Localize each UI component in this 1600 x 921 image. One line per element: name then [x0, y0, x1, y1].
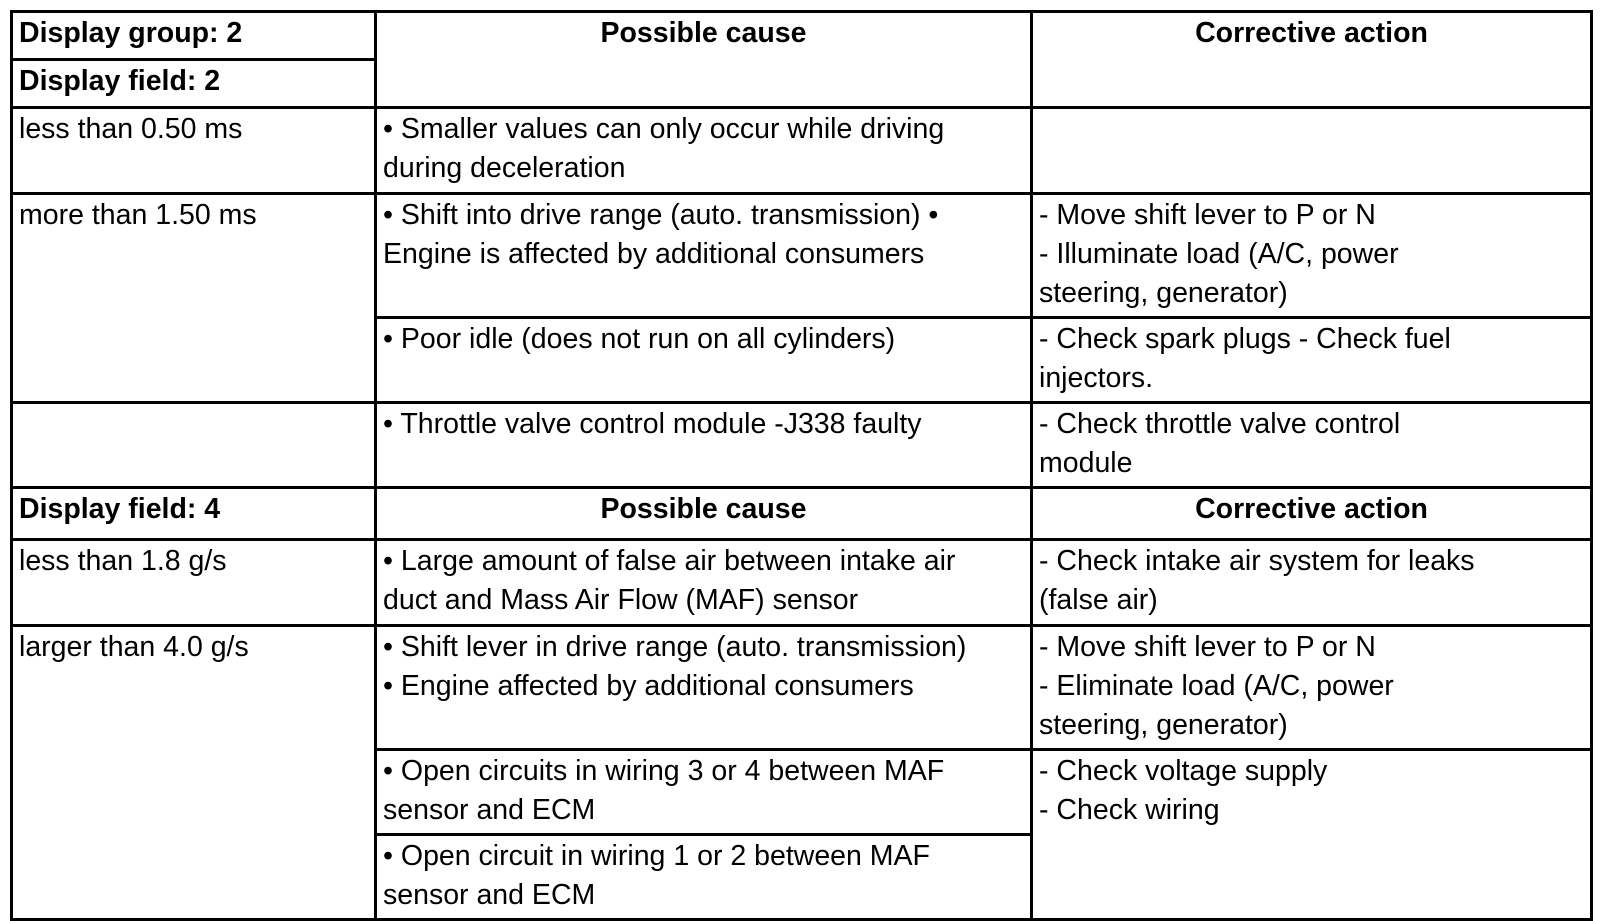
- action-line: module: [1039, 447, 1133, 479]
- display-group-label: Display group: 2: [12, 12, 376, 60]
- value-cell: less than 0.50 ms: [12, 108, 376, 194]
- table-row: [12, 540, 1592, 626]
- action-line: - Check throttle valve control: [1039, 408, 1401, 440]
- cause-line: during deceleration: [383, 152, 626, 184]
- action-cell: [1032, 403, 1592, 488]
- cause-cell: [376, 318, 1032, 403]
- action-line: - Check wiring: [1039, 794, 1220, 826]
- header-row: [12, 488, 1592, 540]
- value-cell: more than 1.50 ms: [12, 194, 376, 403]
- action-line: - Illuminate load (A/C, power: [1039, 238, 1399, 270]
- cause-cell: [376, 108, 1032, 194]
- action-line: - Move shift lever to P or N: [1039, 199, 1376, 231]
- action-cell: [1032, 626, 1592, 750]
- cause-line: • Smaller values can only occur while driving: [383, 113, 945, 145]
- action-cell: [1032, 540, 1592, 626]
- action-cell: [1032, 318, 1592, 403]
- cause-line: • Poor idle (does not run on all cylinders): [383, 323, 896, 355]
- cause-line: • Shift lever in drive range (auto. transmission): [383, 631, 967, 663]
- cause-cell: [376, 540, 1032, 626]
- action-line: injectors.: [1039, 362, 1154, 394]
- display-field-label: Display field: 4: [12, 488, 376, 540]
- table-row: [12, 194, 1592, 318]
- cause-line: sensor and ECM: [383, 879, 596, 911]
- cause-line: • Engine affected by additional consumers: [383, 670, 914, 702]
- action-line: steering, generator): [1039, 277, 1288, 309]
- table-row: [12, 403, 1592, 488]
- action-line: (false air): [1039, 584, 1158, 616]
- action-line: steering, generator): [1039, 709, 1288, 741]
- action-cell: [1032, 108, 1592, 194]
- corrective-action-header: Corrective action: [1032, 12, 1592, 108]
- action-cell: [1032, 750, 1592, 920]
- cause-cell: [376, 194, 1032, 318]
- cause-line: • Large amount of false air between intake air: [383, 545, 956, 577]
- action-line: - Check spark plugs - Check fuel: [1039, 323, 1451, 355]
- action-line: - Check intake air system for leaks: [1039, 545, 1475, 577]
- corrective-action-header: Corrective action: [1032, 488, 1592, 540]
- action-line: - Eliminate load (A/C, power: [1039, 670, 1394, 702]
- value-cell: [12, 403, 376, 488]
- possible-cause-header: Possible cause: [376, 12, 1032, 108]
- cause-line: • Throttle valve control module -J338 faulty: [383, 408, 922, 440]
- header-row: [12, 12, 1592, 60]
- cause-cell: [376, 750, 1032, 835]
- cause-cell: [376, 835, 1032, 920]
- cause-line: Engine is affected by additional consumers: [383, 238, 925, 270]
- possible-cause-header: Possible cause: [376, 488, 1032, 540]
- cause-line: duct and Mass Air Flow (MAF) sensor: [383, 584, 859, 616]
- cause-cell: [376, 626, 1032, 750]
- cause-line: sensor and ECM: [383, 794, 596, 826]
- value-cell: larger than 4.0 g/s: [12, 626, 376, 920]
- cause-line: • Shift into drive range (auto. transmission) •: [383, 199, 939, 231]
- diagnosis-table: [10, 10, 1593, 921]
- cause-line: • Open circuit in wiring 1 or 2 between MAF: [383, 840, 930, 872]
- table-row: [12, 626, 1592, 750]
- value-cell: less than 1.8 g/s: [12, 540, 376, 626]
- cause-line: • Open circuits in wiring 3 or 4 between MAF: [383, 755, 945, 787]
- table-row: [12, 108, 1592, 194]
- action-cell: [1032, 194, 1592, 318]
- cause-cell: [376, 403, 1032, 488]
- action-line: - Check voltage supply: [1039, 755, 1328, 787]
- action-line: - Move shift lever to P or N: [1039, 631, 1376, 663]
- display-field-label: Display field: 2: [12, 60, 376, 108]
